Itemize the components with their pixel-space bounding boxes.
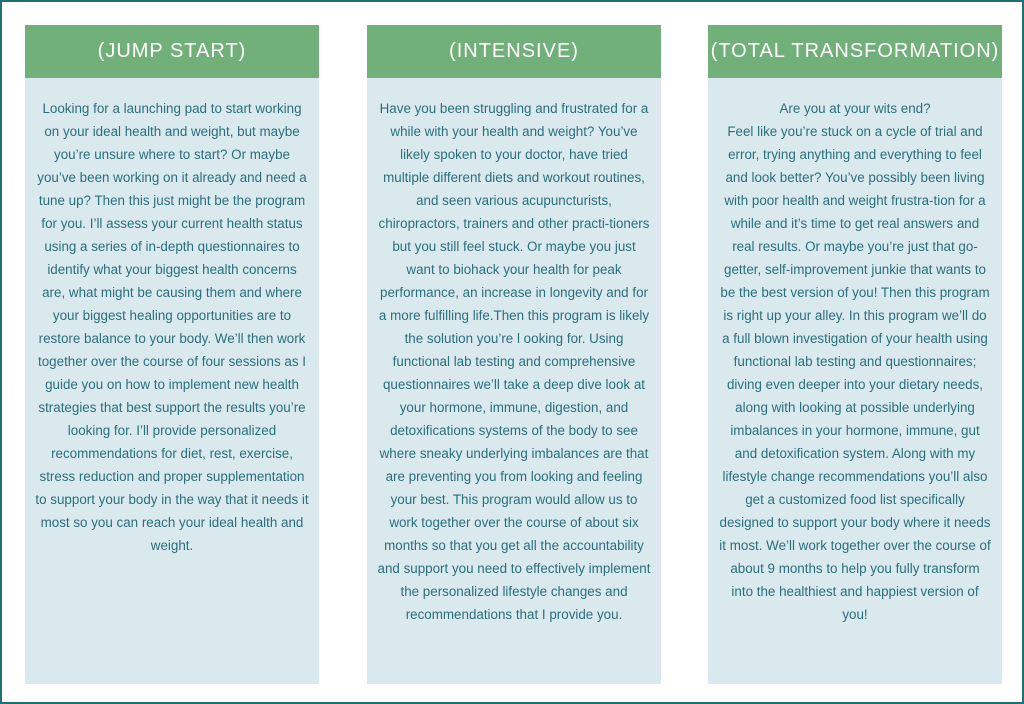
program-description-container bbox=[367, 78, 661, 626]
program-description: Have you been struggling and frustrated for a while with your health and weight? You’ve likely spoken to your doctor, have tried multiple different diets and workout routines, and seen various acupuncturists, chiropractors, trainers and other practi-tioners but you still feel stuck. Or maybe you just want to biohack your health for peak performance, an increase in longevity and for a more fulfilling life.Then this program is likely the solution you’re l ooking for. Using functional lab testing and comprehensive questionnaires we’ll take a deep dive look at your hormone, immune, digestion, and detoxifications systems of the body to see where sneaky underlying imbalances are that are preventing you from looking and feeling your best. This program would allow us to work together over the course of about six months so that you get all the accountability and support you need to effectively implement the personalized lifestyle changes and recommendations that I provide you. bbox=[377, 101, 651, 622]
program-card-total-transformation bbox=[708, 25, 1002, 684]
program-description: Feel like you’re stuck on a cycle of trial and error, trying anything and everything to feel and look better? You’ve possibly been living with poor health and weight frustra-tion for a while and it’s time to get real answers and real results. Or maybe you’re just that go-getter, self-improvement junkie that wants to be the best version of you! Then this program is right up your alley. In this program we’ll do a full blown investigation of your health using functional lab testing and questionnaires; diving even deeper into your dietary needs, along with looking at possible underlying imbalances in your hormone, immune, gut and detoxification system. Along with my lifestyle change recommendations you’ll also get a customized food list specifically designed to support your body where it needs it most. We’ll work together over the course of about 9 months to help you fully transform into the healthiest and happiest version of you! bbox=[719, 124, 991, 622]
program-card-jump-start bbox=[25, 25, 319, 684]
program-title: (TOTAL TRANSFORMATION) bbox=[708, 25, 1002, 78]
program-title: (JUMP START) bbox=[25, 25, 319, 78]
program-intro: Are you at your wits end? bbox=[779, 101, 931, 116]
program-description-container bbox=[25, 78, 319, 557]
program-card-intensive bbox=[367, 25, 661, 684]
program-description-container bbox=[708, 78, 1002, 626]
program-description: Looking for a launching pad to start working on your ideal health and weight, but maybe you’re unsure where to start? Or maybe you’ve been working on it already and need a tune up? Then this just might be the program for you. I’ll assess your current health status using a series of in-depth questionnaires to identify what your biggest health concerns are, what might be causing them and where your biggest healing opportunities are to restore balance to your body. We’ll then work together over the course of four sessions as I guide you on how to implement new health strategies that best support the results you’re looking for. I’ll provide personalized recommendations for diet, rest, exercise, stress reduction and proper supplementation to support your body in the way that it needs it most so you can reach your ideal health and weight. bbox=[35, 101, 309, 553]
program-title: (INTENSIVE) bbox=[367, 25, 661, 78]
